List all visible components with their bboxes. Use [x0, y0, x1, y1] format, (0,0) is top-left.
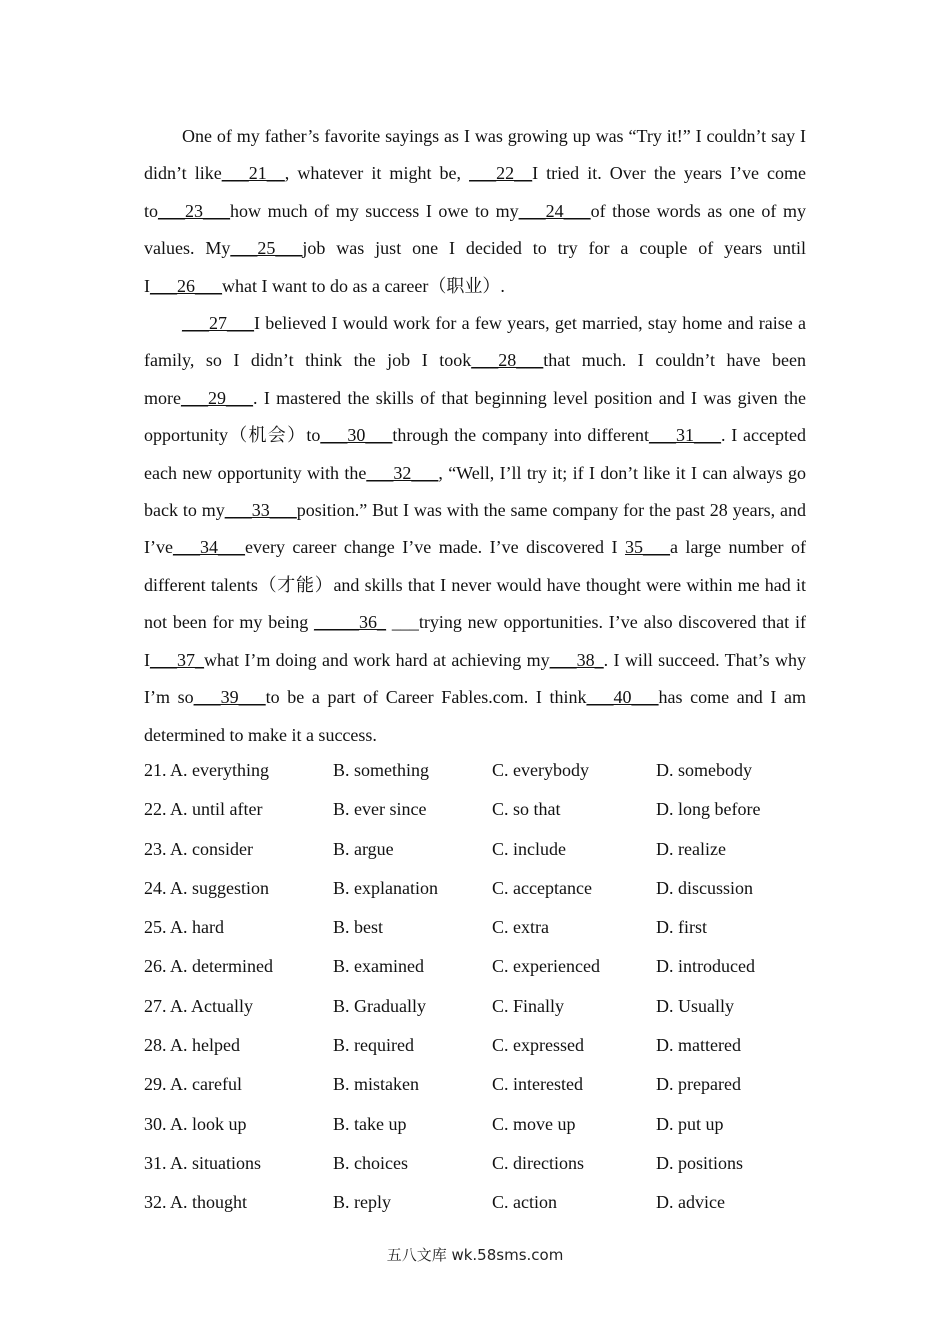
answer-blank: ___21__: [221, 163, 285, 184]
option-c: C. experienced: [492, 956, 600, 977]
passage-text: I believed I would work for a few years, get married, stay home and raise a family, so I didn’t think the job I took: [144, 313, 806, 371]
question-row: [144, 1144, 824, 1183]
passage-text: . I accepted each new opportunity with the: [144, 425, 807, 483]
passage-text: ___trying new opportunities. I’ve also discovered that if I: [144, 612, 806, 670]
answer-blank: ___40___: [586, 687, 659, 708]
answer-blank: 35___: [624, 537, 670, 558]
passage-text: , “Well, I’ll try it; if I don’t like it I can always go back to my: [144, 462, 806, 521]
passage-text: a large number of different talents（才能）and skills that I never would have thought were within me had it not been for my being: [144, 537, 806, 633]
option-c: C. extra: [492, 917, 549, 938]
option-b: B. explanation: [333, 877, 438, 898]
option-a: 27. A. Actually: [144, 995, 253, 1016]
option-c: C. include: [492, 838, 566, 859]
answer-blank: ___28___: [471, 350, 544, 371]
paragraph-2: [144, 305, 806, 754]
option-d: D. positions: [656, 1152, 744, 1173]
answer-blank: ___25___: [230, 238, 303, 259]
passage-text: every career change I’ve made. I’ve discovered I: [244, 537, 625, 558]
passage-text: position.” But I was with the same company for the past 28 years, and I’ve: [144, 500, 806, 558]
passage-text: through the company into different: [392, 425, 650, 446]
passage-text: to be a part of Career Fables.com. I think: [265, 687, 587, 708]
option-d: D. realize: [656, 838, 726, 859]
answer-blank: ___34___: [172, 537, 245, 558]
option-c: C. move up: [492, 1113, 576, 1134]
answer-blank: ___33___: [224, 500, 297, 521]
option-b: B. choices: [333, 1152, 408, 1173]
option-c: C. action: [492, 1192, 557, 1213]
answer-blank: ___39___: [193, 687, 266, 708]
footer-watermark: 五八文库 wk.58sms.com: [386, 1246, 564, 1264]
question-row: [144, 751, 824, 790]
answer-blank: ___26___: [150, 275, 222, 296]
option-a: 26. A. determined: [144, 956, 273, 977]
option-c: C. directions: [492, 1152, 584, 1173]
option-a: 30. A. look up: [144, 1113, 247, 1134]
passage-text: job was just one I decided to try for a couple of years until I: [144, 238, 806, 296]
question-row: [144, 908, 824, 947]
answer-blank: ___32___: [366, 462, 439, 483]
option-b: B. argue: [333, 838, 394, 859]
passage-text: . I will succeed. That’s why I’m so: [144, 649, 806, 708]
option-b: B. reply: [333, 1192, 391, 1213]
passage-text: , whatever it might be,: [284, 163, 470, 184]
question-row: [144, 1065, 824, 1104]
option-b: B. mistaken: [333, 1074, 419, 1095]
passage-text: what I’m doing and work hard at achieving my: [204, 649, 550, 670]
passage-text: has come and I am determined to make it a success.: [144, 687, 806, 745]
answer-blank: _____36_: [314, 612, 387, 633]
answer-blank: ___30___: [320, 425, 393, 446]
question-row: [144, 947, 824, 986]
passage-text: what I want to do as a career（职业）.: [222, 275, 505, 296]
option-d: D. mattered: [656, 1035, 741, 1056]
answer-blank: ___37_: [150, 649, 204, 670]
option-d: D. advice: [656, 1192, 725, 1213]
option-b: B. required: [333, 1035, 414, 1056]
option-a: 22. A. until after: [144, 799, 263, 820]
option-a: 21. A. everything: [144, 760, 269, 780]
option-d: D. Usually: [656, 995, 734, 1016]
option-d: D. somebody: [656, 760, 752, 780]
question-row: [144, 869, 824, 908]
options-list: [144, 751, 824, 1223]
option-b: B. ever since: [333, 799, 427, 820]
option-b: B. examined: [333, 956, 424, 977]
option-a: 32. A. thought: [144, 1192, 248, 1213]
question-row: [144, 1026, 824, 1065]
question-row: [144, 987, 824, 1026]
option-b: B. take up: [333, 1113, 407, 1134]
passage: [144, 118, 806, 754]
option-d: D. put up: [656, 1113, 724, 1134]
option-c: C. expressed: [492, 1035, 584, 1056]
question-row: [144, 1183, 824, 1222]
question-row: [144, 1105, 824, 1144]
question-row: [144, 790, 824, 829]
option-c: C. so that: [492, 799, 561, 820]
answer-blank: ___23___: [158, 200, 231, 221]
answer-blank: ___22__: [469, 163, 533, 184]
passage-text: that much. I couldn’t have been more: [144, 350, 807, 408]
passage-text: of those words as one of my values. My: [144, 200, 806, 259]
answer-blank: ___24___: [518, 200, 591, 221]
option-d: D. long before: [656, 799, 761, 820]
answer-blank: ___38_: [549, 649, 604, 670]
answer-blank: ___31___: [649, 425, 722, 446]
option-b: B. best: [333, 917, 384, 938]
option-d: D. introduced: [656, 956, 755, 977]
passage-text: I tried it. Over the years I’ve come to: [144, 163, 807, 221]
question-row: [144, 830, 824, 869]
option-a: 28. A. helped: [144, 1035, 240, 1056]
paragraph-1: [144, 118, 806, 305]
answer-blank: ___27___: [182, 313, 254, 334]
option-d: D. discussion: [656, 877, 754, 898]
option-a: 31. A. situations: [144, 1152, 262, 1173]
option-c: C. interested: [492, 1074, 583, 1095]
option-d: D. prepared: [656, 1074, 741, 1095]
option-c: C. acceptance: [492, 877, 592, 898]
option-a: 25. A. hard: [144, 917, 224, 938]
option-a: 29. A. careful: [144, 1074, 242, 1095]
answer-blank: ___29___: [180, 387, 253, 408]
option-b: B. Gradually: [333, 995, 426, 1016]
passage-text: how much of my success I owe to my: [230, 200, 519, 221]
option-a: 23. A. consider: [144, 838, 253, 859]
passage-text: One of my father’s favorite sayings as I was growing up was “Try it!” I couldn’t say I didn’t like: [144, 126, 806, 184]
passage-text: . I mastered the skills of that beginning level position and I was given the opportunity（机会）to: [144, 387, 806, 446]
option-b: B. something: [333, 760, 430, 780]
option-c: C. everybody: [492, 760, 589, 780]
option-a: 24. A. suggestion: [144, 877, 270, 898]
option-d: D. first: [656, 917, 707, 938]
option-c: C. Finally: [492, 995, 565, 1016]
